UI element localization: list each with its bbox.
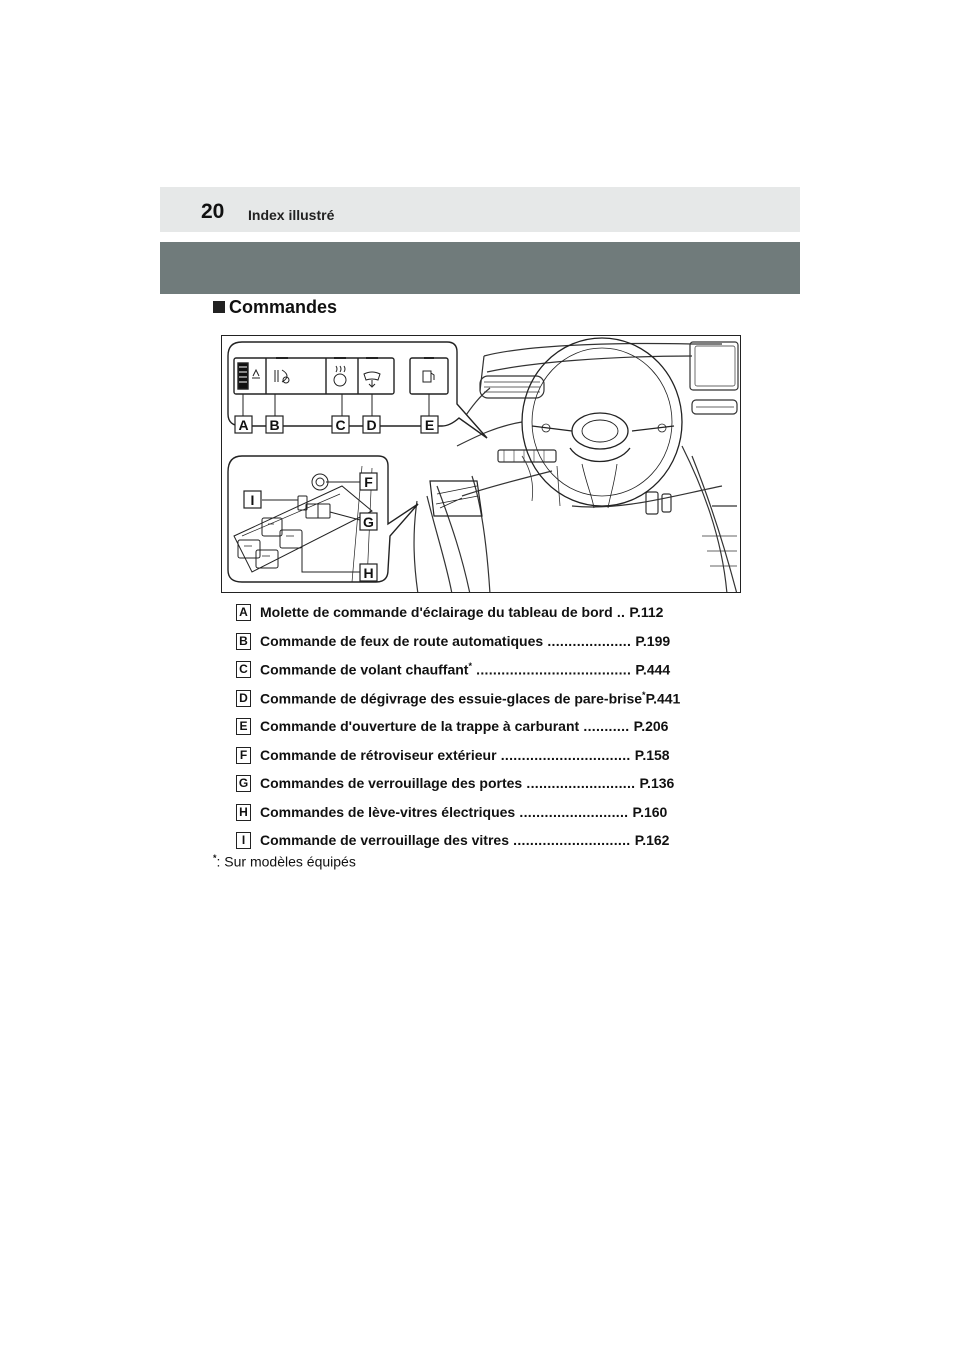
dashboard-drawing <box>414 342 738 593</box>
callout-c: C <box>335 417 346 433</box>
callout-f: F <box>364 474 373 490</box>
legend-label: Commande de dégivrage des essuie-glaces de pare-brise <box>260 690 643 707</box>
legend-entry <box>260 661 670 678</box>
legend-entry <box>260 690 680 707</box>
legend-label: Commande de rétroviseur extérieur <box>260 746 497 763</box>
legend-entry <box>260 804 667 820</box>
legend-entry <box>260 747 670 763</box>
legend-row <box>236 801 756 830</box>
legend-label: Commandes de verrouillage des portes <box>260 775 523 791</box>
legend-label: Commande de verrouillage des vitres <box>260 832 509 848</box>
footnote-marker: * <box>213 853 217 863</box>
page-number: 20 <box>201 200 225 223</box>
callout-a: A <box>238 417 249 433</box>
legend-letter-badge: E <box>236 718 251 735</box>
leader-dots: .......................... <box>515 803 633 820</box>
legend-row <box>236 687 756 716</box>
leader-dots: ........... <box>579 718 634 734</box>
door-switch-panel <box>228 456 482 582</box>
page-reference-link[interactable]: P.136 <box>639 775 675 791</box>
callout-d: D <box>366 417 377 433</box>
legend-label: Commande d'ouverture de la trappe à carburant <box>260 718 580 734</box>
section-heading <box>213 297 337 318</box>
page-reference-link[interactable]: P.162 <box>634 832 670 848</box>
square-bullet-icon <box>213 301 225 313</box>
legend-label: Commande de feux de route automatiques <box>260 632 544 649</box>
legend-letter-badge: C <box>236 661 251 678</box>
legend-row <box>236 601 756 630</box>
page-reference-link[interactable]: P.112 <box>629 604 664 620</box>
section-heading-text: Commandes <box>229 297 338 317</box>
controls-diagram <box>222 336 741 593</box>
leader-dots: ..................................... <box>471 661 636 678</box>
callout-e: E <box>424 417 435 433</box>
leader-dots: ............................ <box>508 832 635 848</box>
legend-row <box>236 715 756 744</box>
footnote-star: * <box>468 661 472 671</box>
page-reference-link[interactable]: P.441 <box>645 690 681 707</box>
legend-row <box>236 658 756 687</box>
legend-entry <box>260 718 668 734</box>
page-reference-link[interactable]: P.444 <box>635 661 671 678</box>
leader-dots: .................... <box>543 632 636 649</box>
leader-dots: .. <box>612 604 630 620</box>
legend-label: Commande de volant chauffant <box>260 661 469 678</box>
legend-row <box>236 744 756 773</box>
legend-entry <box>260 832 669 848</box>
legend-letter-badge: D <box>236 690 251 707</box>
leader-dots: ............................... <box>496 746 635 763</box>
legend-letter-badge: H <box>236 804 251 821</box>
controls-illustration <box>221 335 741 593</box>
footnote-star: * <box>642 689 646 700</box>
callout-b: B <box>269 417 280 433</box>
legend-entry <box>260 604 663 620</box>
legend-entry <box>260 775 674 791</box>
page-reference-link[interactable]: P.206 <box>633 718 669 734</box>
footnote <box>213 853 356 870</box>
legend-row <box>236 630 756 659</box>
leader-dots: .......................... <box>522 775 640 791</box>
legend-row <box>236 772 756 801</box>
page-reference-link[interactable]: P.199 <box>635 632 671 649</box>
legend-letter-badge: B <box>236 633 251 650</box>
callout-g: G <box>363 514 374 530</box>
page-reference-link[interactable]: P.160 <box>632 803 668 820</box>
section-band <box>160 242 800 294</box>
callout-i: I <box>250 492 255 508</box>
header-title: Index illustré <box>248 207 335 223</box>
legend-label: Commandes de lève-vitres électriques <box>260 803 516 820</box>
legend-entry <box>260 633 670 649</box>
page-reference-link[interactable]: P.158 <box>634 746 670 763</box>
legend-letter-badge: F <box>236 747 251 764</box>
legend-label: Molette de commande d'éclairage du tableau de bord <box>260 604 613 620</box>
callout-h: H <box>363 565 374 581</box>
legend-letter-badge: I <box>236 832 251 849</box>
legend-letter-badge: G <box>236 775 251 792</box>
footnote-text: : Sur modèles équipés <box>216 853 356 870</box>
legend-letter-badge: A <box>236 604 251 621</box>
legend-list <box>236 601 756 858</box>
